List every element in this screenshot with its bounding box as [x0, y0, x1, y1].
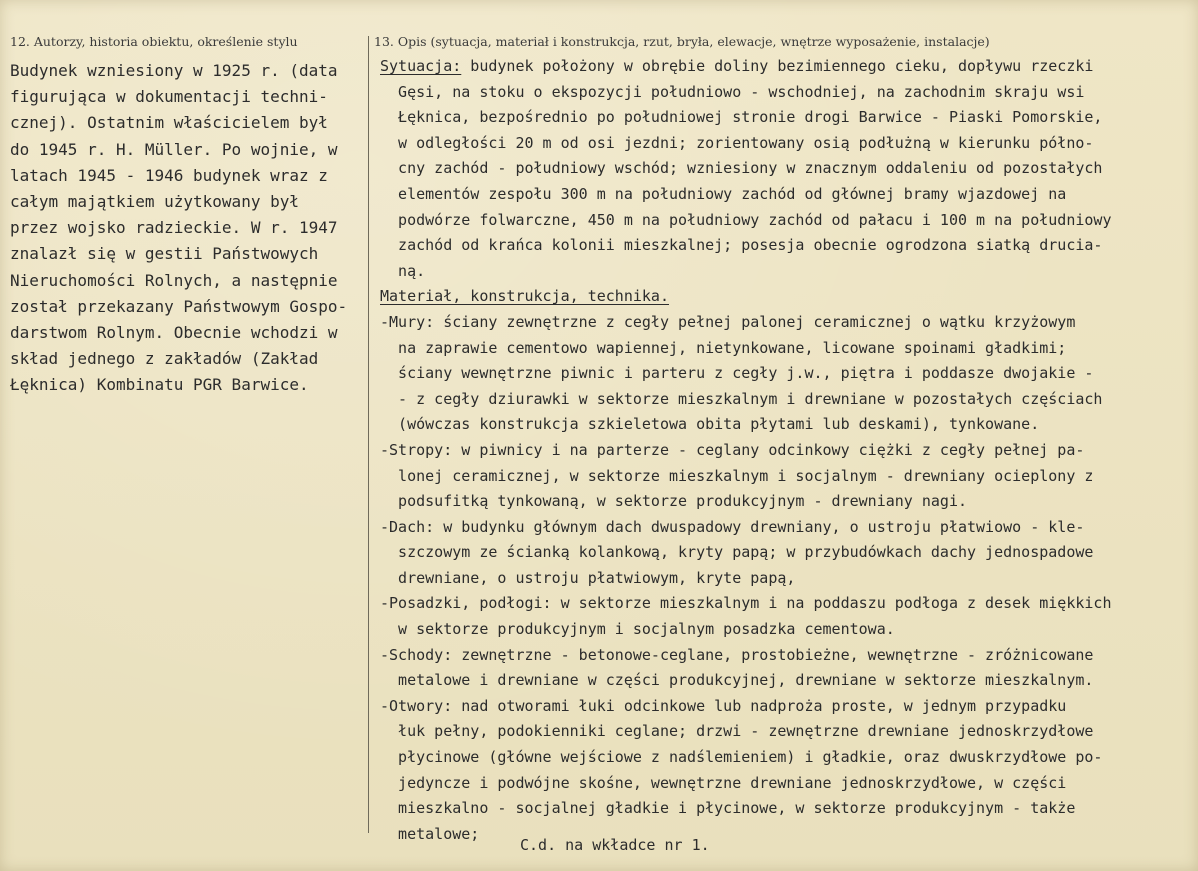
text-line: ściany wewnętrzne piwnic i parteru z cegły j.w., piętra i poddasze dwojakie - [380, 364, 1094, 383]
field-12-header: 12. Autorzy, historia obiektu, określenie stylu [10, 34, 298, 49]
text-line: całym majątkiem użytkowany był [10, 191, 299, 211]
text-line: Łęknica, bezpośrednio po południowej stronie drogi Barwice - Piaski Pomorskie, [380, 108, 1103, 127]
text-line: podsufitką tynkowaną, w sektorze produkcyjnym - drewniany nagi. [380, 492, 967, 511]
text-line: elementów zespołu 300 m na południowy zachód od głównej bramy wjazdowej na [380, 184, 1067, 203]
text-line: -Posadzki, podłogi: w sektorze mieszkalnym i na poddaszu podłoga z desek miękkich [380, 594, 1112, 613]
field-13-header: 13. Opis (sytuacja, materiał i konstrukcja, rzut, bryła, elewacje, wnętrze wyposażenie, instalacje) [374, 34, 990, 49]
text-line: w sektorze produkcyjnym i socjalnym posadzka cementowa. [380, 620, 895, 639]
text-line: ną. [380, 261, 426, 280]
continuation-note: C.d. na wkładce nr 1. [520, 836, 710, 854]
text-line [380, 284, 1112, 310]
text-line: -Dach: w budynku głównym dach dwuspadowy drewniany, o ustroju płatwiowo - kle- [380, 517, 1085, 536]
text-line: został przekazany Państwowym Gospo- [10, 296, 348, 316]
text-line: jedyncze i podwójne skośne, wewnętrzne drewniane jednoskrzydłowe, w części [380, 773, 1067, 792]
text-line: przez wojsko radzieckie. W r. 1947 [10, 218, 338, 238]
text-line: lonej ceramicznej, w sektorze mieszkalnym i socjalnym - drewniany ocieplony z [380, 466, 1094, 485]
text-line: drewniane, o ustroju płatwiowym, kryte papą, [380, 568, 796, 587]
text-line: cny zachód - południowy wschód; wzniesiony w znacznym oddaleniu od pozostałych [380, 159, 1103, 178]
text-line: Nieruchomości Rolnych, a następnie [10, 270, 338, 290]
text-line: do 1945 r. H. Müller. Po wojnie, w [10, 139, 338, 159]
left-column [6, 0, 366, 871]
text-line: szczowym ze ścianką kolankową, kryty papą; w przybudówkach dachy jednospadowe [380, 543, 1094, 562]
text-line: zachód od krańca kolonii mieszkalnej; posesja obecnie ogrodzona siatką drucia- [380, 236, 1103, 255]
text-line: metalowe i drewniane w części produkcyjnej, drewniane w sektorze mieszkalnym. [380, 671, 1094, 690]
text-line: na zaprawie cementowo wapiennej, nietynkowane, licowane spoinami gładkimi; [380, 338, 1067, 357]
text-line [380, 54, 1112, 80]
text-line: darstwom Rolnym. Obecnie wchodzi w [10, 322, 338, 342]
text-line: Gęsi, na stoku o ekspozycji południowo - wschodniej, na zachodnim skraju wsi [380, 82, 1085, 101]
text-line: (wówczas konstrukcja szkieletowa obita płytami lub deskami), tynkowane. [380, 415, 1040, 434]
text-line: - z cegły dziurawki w sektorze mieszkalnym i drewniane w pozostałych częściach [380, 389, 1103, 408]
right-column [372, 0, 1198, 871]
text-line: podwórze folwarczne, 450 m na południowy zachód od pałacu i 100 m na południowy [380, 210, 1112, 229]
text-line: w odległości 20 m od osi jezdni; zorientowany osią podłużną w kierunku półno- [380, 133, 1094, 152]
text-line: mieszkalno - socjalnej gładkie i płycinowe, w sektorze produkcyjnym - także [380, 799, 1076, 818]
text-line: -Mury: ściany zewnętrzne z cegły pełnej palonej ceramicznej o wątku krzyżowym [380, 312, 1076, 331]
text-line: -Stropy: w piwnicy i na parterze - ceglany odcinkowy ciężki z cegły pełnej pa- [380, 440, 1085, 459]
text-line: latach 1945 - 1946 budynek wraz z [10, 165, 328, 185]
text-line-rest: budynek położony w obrębie doliny bezimiennego cieku, dopływu rzeczki [461, 57, 1094, 75]
text-line: metalowe; [380, 824, 480, 843]
text-line: łuk pełny, podokienniki ceglane; drzwi - zewnętrzne drewniane jednoskrzydłowe [380, 722, 1094, 741]
text-line: Łęknica) Kombinatu PGR Barwice. [10, 375, 309, 395]
text-line: skład jednego z zakładów (Zakład [10, 349, 319, 369]
text-line: znalazł się w gestii Państwowych [10, 244, 319, 264]
section-title-situation: Sytuacja: [380, 57, 462, 75]
field-13-text [380, 54, 1112, 847]
text-line: cznej). Ostatnim właścicielem był [10, 113, 328, 133]
field-12-text [10, 58, 347, 398]
text-line: Budynek wzniesiony w 1925 r. (data [10, 61, 338, 80]
text-line: -Otwory: nad otworami łuki odcinkowe lub nadproża proste, w jednym przypadku [380, 696, 1067, 715]
text-line: figurująca w dokumentacji techni- [10, 87, 328, 107]
column-divider [368, 36, 369, 833]
text-line: płycinowe (główne wejściowe z nadślemieniem) i gładkie, oraz dwuskrzydłowe po- [380, 748, 1103, 767]
text-line: -Schody: zewnętrzne - betonowe-ceglane, prostobieżne, wewnętrzne - zróżnicowane [380, 645, 1094, 664]
section-title-material: Materiał, konstrukcja, technika. [380, 287, 669, 306]
